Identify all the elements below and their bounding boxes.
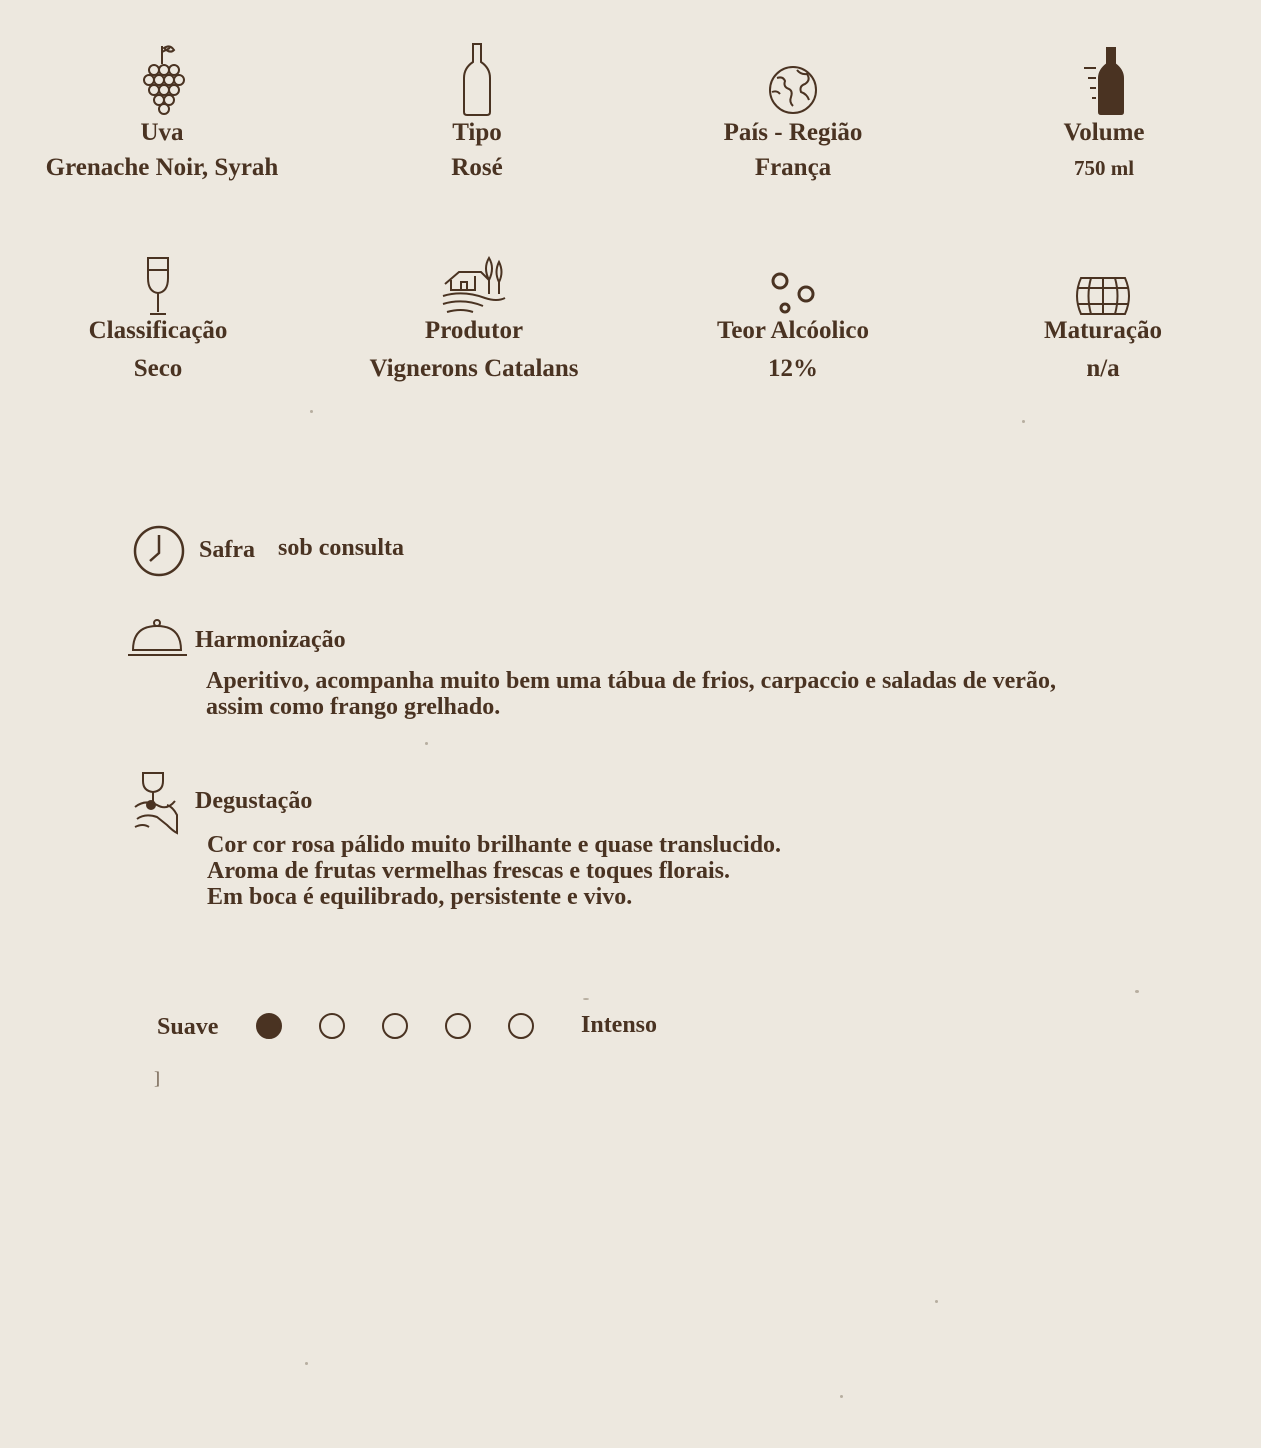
bubbles-icon — [673, 252, 913, 318]
cloche-icon — [127, 618, 189, 663]
safra-value: sob consulta — [278, 535, 405, 561]
paper-speck — [1022, 420, 1025, 423]
intensity-dot-4 — [445, 1013, 471, 1039]
paper-speck — [583, 998, 589, 1000]
spec-uva — [42, 36, 282, 186]
spec-value: 750 ml — [1073, 156, 1135, 180]
spec-value: 12% — [768, 355, 818, 382]
bottle-volume-icon — [984, 36, 1224, 116]
spec-label: País - Região — [723, 119, 863, 146]
paper-speck — [935, 1300, 938, 1303]
spec-classificacao — [38, 252, 278, 388]
spec-value: Seco — [133, 355, 183, 382]
intensity-min-label: Suave — [157, 1014, 219, 1040]
spec-produtor — [354, 252, 594, 388]
spec-label: Classificação — [88, 317, 228, 344]
spec-label: Produtor — [424, 317, 524, 344]
spec-value: França — [754, 154, 832, 181]
intensity-dot-3 — [382, 1013, 408, 1039]
paper-speck — [1135, 990, 1139, 993]
intensity-dot-2 — [319, 1013, 345, 1039]
intensity-max-label: Intenso — [581, 1012, 658, 1038]
spec-label: Teor Alcóolico — [716, 317, 870, 344]
wine-glass-icon — [38, 252, 278, 318]
harmonizacao-text: Aperitivo, acompanha muito bem uma tábua de frios, carpaccio e saladas de verão, assim como frango grelhado. — [206, 668, 1056, 720]
degustacao-text: Cor cor rosa pálido muito brilhante e quase translucido. Aroma de frutas vermelhas frescas e toques florais. Em boca é equilibrado, persistente e vivo. — [207, 832, 782, 910]
bottle-outline-icon — [357, 36, 597, 116]
spec-label: Uva — [140, 119, 184, 146]
harmonizacao-title: Harmonização — [195, 627, 346, 653]
spec-value: n/a — [1086, 355, 1120, 382]
intensity-dot-1 — [256, 1013, 282, 1039]
spec-maturacao — [983, 252, 1223, 388]
barrel-icon — [983, 252, 1223, 318]
spec-label: Tipo — [452, 119, 502, 146]
globe-icon — [673, 36, 913, 116]
paper-speck — [425, 742, 428, 745]
spec-label: Volume — [1063, 119, 1145, 146]
intensity-dot-5 — [508, 1013, 534, 1039]
paper-speck — [840, 1395, 843, 1398]
clock-icon — [133, 525, 185, 582]
degustacao-title: Degustação — [195, 788, 313, 814]
safra-label: Safra — [199, 537, 255, 563]
spec-value: Rosé — [451, 154, 503, 181]
tasting-icon — [133, 767, 183, 842]
spec-value: Grenache Noir, Syrah — [45, 154, 279, 181]
paper-speck — [310, 410, 313, 413]
spec-teor-alcoolico — [673, 252, 913, 388]
spec-label: Maturação — [1043, 317, 1163, 344]
spec-tipo — [357, 36, 597, 186]
stray-mark: ] — [154, 1068, 160, 1088]
paper-speck — [305, 1362, 308, 1365]
grape-icon — [42, 36, 282, 116]
spec-value: Vignerons Catalans — [369, 355, 579, 382]
vineyard-icon — [354, 252, 594, 318]
spec-volume — [984, 36, 1224, 186]
spec-pais-regiao — [673, 36, 913, 186]
